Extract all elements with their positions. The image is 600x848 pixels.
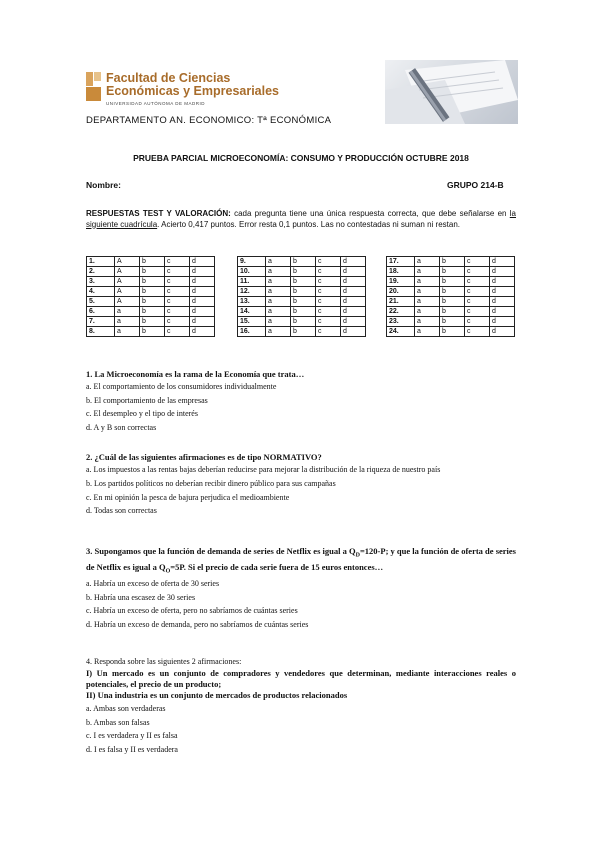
- answer-option-cell[interactable]: b: [291, 257, 316, 267]
- answer-question-number: 21.: [387, 297, 415, 307]
- logo-text: [106, 72, 279, 106]
- header-photo: [385, 60, 518, 124]
- answer-option-cell[interactable]: a: [266, 317, 291, 327]
- answer-row: [238, 267, 366, 277]
- exam-title: PRUEBA PARCIAL MICROECONOMÍA: CONSUMO Y PRODUCCIÓN OCTUBRE 2018: [133, 153, 469, 163]
- answer-option-cell[interactable]: c: [165, 317, 190, 327]
- answer-option-cell[interactable]: A: [115, 277, 140, 287]
- answer-option-cell[interactable]: b: [440, 257, 465, 267]
- answer-option-cell[interactable]: b: [140, 297, 165, 307]
- faculty-logo: [86, 72, 279, 106]
- question-1-option-a: a. El comportamiento de los consumidores individualmente: [86, 382, 277, 391]
- answer-option-cell[interactable]: b: [440, 327, 465, 337]
- answer-row: [238, 257, 366, 267]
- answer-option-cell[interactable]: d: [341, 297, 366, 307]
- answer-option-cell[interactable]: c: [165, 307, 190, 317]
- answer-row: [87, 277, 215, 287]
- answer-row: [387, 297, 515, 307]
- answer-option-cell[interactable]: a: [415, 257, 440, 267]
- question-1-option-c: c. El desempleo y el tipo de interés: [86, 409, 198, 418]
- answer-question-number: 14.: [238, 307, 266, 317]
- department-heading: DEPARTAMENTO AN. ECONOMICO: Tª ECONÓMICA: [86, 115, 332, 126]
- answer-option-cell[interactable]: c: [465, 307, 490, 317]
- answer-option-cell[interactable]: c: [165, 267, 190, 277]
- answer-question-number: 17.: [387, 257, 415, 267]
- answer-option-cell[interactable]: a: [415, 297, 440, 307]
- answer-question-number: 8.: [87, 327, 115, 337]
- question-4-option-d: d. I es falsa y II es verdadera: [86, 744, 178, 754]
- answer-question-number: 19.: [387, 277, 415, 287]
- answer-option-cell[interactable]: c: [316, 257, 341, 267]
- answer-question-number: 16.: [238, 327, 266, 337]
- answer-question-number: 5.: [87, 297, 115, 307]
- answer-option-cell[interactable]: d: [341, 257, 366, 267]
- answer-option-cell[interactable]: a: [266, 257, 291, 267]
- answer-row: [87, 307, 215, 317]
- answer-option-cell[interactable]: c: [465, 277, 490, 287]
- question-1-title: 1. La Microeconomía es la rama de la Economía que trata…: [86, 369, 305, 379]
- answer-option-cell[interactable]: c: [465, 257, 490, 267]
- answer-option-cell[interactable]: a: [415, 267, 440, 277]
- answer-option-cell[interactable]: d: [190, 267, 215, 277]
- answer-option-cell[interactable]: d: [190, 257, 215, 267]
- answer-option-cell[interactable]: b: [291, 297, 316, 307]
- question-3-option-a: a. Habría un exceso de oferta de 30 series: [86, 579, 220, 589]
- answer-option-cell[interactable]: d: [490, 297, 515, 307]
- answer-row: [387, 307, 515, 317]
- answer-option-cell[interactable]: a: [415, 307, 440, 317]
- answer-option-cell[interactable]: d: [490, 267, 515, 277]
- answer-option-cell[interactable]: d: [190, 307, 215, 317]
- question-1-option-b: b. El comportamiento de las empresas: [86, 395, 208, 405]
- answer-option-cell[interactable]: b: [440, 307, 465, 317]
- answer-option-cell[interactable]: b: [440, 297, 465, 307]
- question-3-title-part-1: 3. Supongamos que la función de demanda de series de Netflix es igual a Q: [86, 546, 356, 556]
- answer-option-cell[interactable]: d: [341, 277, 366, 287]
- answer-option-cell[interactable]: c: [316, 297, 341, 307]
- nombre-label: Nombre:: [86, 180, 121, 190]
- answer-option-cell[interactable]: a: [266, 287, 291, 297]
- answer-option-cell[interactable]: c: [165, 257, 190, 267]
- answer-row: [87, 327, 215, 337]
- answer-question-number: 15.: [238, 317, 266, 327]
- answer-option-cell[interactable]: a: [115, 327, 140, 337]
- logo-line-2: Económicas y Empresariales: [106, 84, 280, 98]
- answer-row: [87, 287, 215, 297]
- question-3-option-c: c. Habría un exceso de oferta, pero no sabríamos de cuántas series: [86, 606, 298, 616]
- answer-option-cell[interactable]: d: [341, 307, 366, 317]
- answer-option-cell[interactable]: a: [266, 307, 291, 317]
- answer-option-cell[interactable]: b: [440, 287, 465, 297]
- question-4-statement-2: II) Una industria es un conjunto de mercados de productos relacionados: [86, 690, 348, 700]
- answer-question-number: 4.: [87, 287, 115, 297]
- answer-row: [238, 307, 366, 317]
- answer-row: [387, 267, 515, 277]
- answer-option-cell[interactable]: c: [316, 317, 341, 327]
- answer-option-cell[interactable]: d: [490, 307, 515, 317]
- question-3-title-part-2: =120-P; y que la función de oferta de series de Netflix es igual a Q: [86, 546, 516, 572]
- answer-option-cell[interactable]: b: [291, 307, 316, 317]
- instructions: [86, 209, 516, 230]
- question-2: [86, 452, 516, 518]
- question-3-option-d: d. Habría un exceso de demanda, pero no sabríamos de cuántas series: [86, 619, 309, 629]
- answer-option-cell[interactable]: c: [165, 327, 190, 337]
- question-2-title: 2. ¿Cuál de las siguientes afirmaciones es de tipo NORMATIVO?: [86, 452, 322, 462]
- answer-option-cell[interactable]: c: [465, 297, 490, 307]
- answer-option-cell[interactable]: d: [490, 257, 515, 267]
- question-4-statement-1: I) Un mercado es un conjunto de compradores y vendedores que determinan, mediante interacciones reales o potenciales, el precio de un producto;: [86, 668, 516, 689]
- logo-mark-icon: [86, 72, 102, 102]
- question-2-option-d: d. Todas son correctas: [86, 506, 157, 515]
- answer-option-cell[interactable]: b: [140, 327, 165, 337]
- instructions-text-2: . Acierto 0,417 puntos. Error resta 0,1 puntos. Las no contestadas ni suman ni restan.: [157, 219, 460, 229]
- answer-option-cell[interactable]: b: [140, 267, 165, 277]
- question-3-subscript-d: D: [355, 552, 360, 559]
- pen-and-papers-icon: [385, 60, 518, 124]
- answer-option-cell[interactable]: b: [140, 287, 165, 297]
- answer-option-cell[interactable]: a: [266, 327, 291, 337]
- answer-row: [87, 267, 215, 277]
- answer-option-cell[interactable]: b: [291, 317, 316, 327]
- answer-question-number: 9.: [238, 257, 266, 267]
- answer-question-number: 2.: [87, 267, 115, 277]
- question-3-title: [86, 546, 516, 577]
- answer-row: [387, 277, 515, 287]
- answer-option-cell[interactable]: d: [341, 267, 366, 277]
- grupo-label: GRUPO 214-B: [447, 180, 504, 190]
- answer-option-cell[interactable]: c: [465, 287, 490, 297]
- answer-option-cell[interactable]: c: [316, 307, 341, 317]
- answer-grid-table-1: [86, 256, 215, 337]
- logo-line-1: Facultad de Ciencias: [106, 71, 231, 85]
- question-4-option-b: b. Ambas son falsas: [86, 717, 150, 727]
- answer-option-cell[interactable]: d: [341, 327, 366, 337]
- answer-option-cell[interactable]: A: [115, 267, 140, 277]
- answer-row: [238, 287, 366, 297]
- answer-option-cell[interactable]: a: [415, 317, 440, 327]
- answer-option-cell[interactable]: A: [115, 287, 140, 297]
- answer-option-cell[interactable]: b: [291, 327, 316, 337]
- answer-question-number: 20.: [387, 287, 415, 297]
- answer-option-cell[interactable]: a: [115, 317, 140, 327]
- answer-question-number: 7.: [87, 317, 115, 327]
- question-2-option-b: b. Los partidos políticos no deberían recibir dinero público para sus campañas: [86, 479, 336, 488]
- answer-question-number: 12.: [238, 287, 266, 297]
- question-2-option-c: c. En mi opinión la pesca de bajura perjudica el medioambiente: [86, 492, 290, 502]
- answer-row: [387, 257, 515, 267]
- answer-option-cell[interactable]: b: [291, 287, 316, 297]
- answer-option-cell[interactable]: d: [490, 317, 515, 327]
- question-4-option-a: a. Ambas son verdaderas: [86, 704, 166, 713]
- question-4: [86, 656, 516, 756]
- question-1-option-d: d. A y B son correctas: [86, 422, 157, 432]
- answer-row: [238, 317, 366, 327]
- answer-option-cell[interactable]: b: [140, 307, 165, 317]
- question-3-option-b: b. Habría una escasez de 30 series: [86, 592, 196, 602]
- answer-row: [238, 277, 366, 287]
- answer-question-number: 22.: [387, 307, 415, 317]
- answer-option-cell[interactable]: A: [115, 297, 140, 307]
- answer-option-cell[interactable]: d: [190, 287, 215, 297]
- answer-question-number: 10.: [238, 267, 266, 277]
- answer-row: [87, 317, 215, 327]
- answer-option-cell[interactable]: c: [165, 297, 190, 307]
- answer-row: [238, 297, 366, 307]
- answer-option-cell[interactable]: d: [490, 327, 515, 337]
- answer-option-cell[interactable]: a: [266, 297, 291, 307]
- answer-option-cell[interactable]: a: [415, 327, 440, 337]
- answer-option-cell[interactable]: b: [140, 257, 165, 267]
- instructions-heading: RESPUESTAS TEST Y VALORACIÓN:: [86, 209, 231, 218]
- answer-option-cell[interactable]: c: [316, 327, 341, 337]
- answer-option-cell[interactable]: b: [140, 277, 165, 287]
- answer-row: [387, 317, 515, 327]
- answer-question-number: 1.: [87, 257, 115, 267]
- answer-option-cell[interactable]: c: [465, 267, 490, 277]
- answer-option-cell[interactable]: a: [115, 307, 140, 317]
- answer-option-cell[interactable]: d: [190, 277, 215, 287]
- answer-option-cell[interactable]: b: [440, 267, 465, 277]
- answer-option-cell[interactable]: a: [415, 277, 440, 287]
- answer-option-cell[interactable]: a: [266, 277, 291, 287]
- answer-option-cell[interactable]: A: [115, 257, 140, 267]
- answer-option-cell[interactable]: b: [291, 267, 316, 277]
- instructions-text-1: cada pregunta tiene una única respuesta correcta, que debe señalarse en: [230, 209, 510, 218]
- question-3-title-part-3: =5P. Si el precio de cada serie fuera de 15 euros entonces…: [170, 561, 384, 572]
- answer-option-cell[interactable]: d: [190, 317, 215, 327]
- answer-question-number: 13.: [238, 297, 266, 307]
- answer-question-number: 11.: [238, 277, 266, 287]
- answer-option-cell[interactable]: c: [316, 267, 341, 277]
- answer-grid-table-3: [386, 256, 515, 337]
- answer-option-cell[interactable]: c: [316, 287, 341, 297]
- answer-option-cell[interactable]: c: [165, 277, 190, 287]
- question-1: [86, 369, 516, 434]
- answer-option-cell[interactable]: d: [190, 327, 215, 337]
- answer-option-cell[interactable]: d: [490, 287, 515, 297]
- answer-option-cell[interactable]: c: [165, 287, 190, 297]
- answer-row: [387, 327, 515, 337]
- answer-option-cell[interactable]: b: [440, 277, 465, 287]
- answer-question-number: 3.: [87, 277, 115, 287]
- answer-row: [87, 257, 215, 267]
- question-3: [86, 546, 516, 631]
- question-4-option-c: c. I es verdadera y II es falsa: [86, 731, 178, 740]
- answer-option-cell[interactable]: a: [415, 287, 440, 297]
- answer-option-cell[interactable]: d: [341, 287, 366, 297]
- answer-grid-table-2: [237, 256, 366, 337]
- answer-row: [387, 287, 515, 297]
- question-2-option-a: a. Los impuestos a las rentas bajas deberían reducirse para mejorar la distribución de la riqueza de nuestro país: [86, 465, 441, 474]
- question-4-title: 4. Responda sobre las siguientes 2 afirmaciones:: [86, 657, 242, 666]
- question-3-subscript-o: O: [165, 568, 171, 575]
- answer-option-cell[interactable]: c: [316, 277, 341, 287]
- instructions-underline: la siguiente cuadrícula: [86, 209, 516, 229]
- answer-option-cell[interactable]: b: [140, 317, 165, 327]
- answer-row: [238, 327, 366, 337]
- answer-option-cell[interactable]: b: [440, 317, 465, 327]
- answer-option-cell[interactable]: d: [190, 297, 215, 307]
- answer-option-cell[interactable]: d: [341, 317, 366, 327]
- answer-option-cell[interactable]: d: [490, 277, 515, 287]
- answer-option-cell[interactable]: c: [465, 317, 490, 327]
- answer-question-number: 24.: [387, 327, 415, 337]
- answer-question-number: 18.: [387, 267, 415, 277]
- answer-question-number: 6.: [87, 307, 115, 317]
- answer-option-cell[interactable]: a: [266, 267, 291, 277]
- answer-row: [87, 297, 215, 307]
- logo-line-3: UNIVERSIDAD AUTÓNOMA DE MADRID: [106, 101, 206, 106]
- answer-option-cell[interactable]: b: [291, 277, 316, 287]
- answer-question-number: 23.: [387, 317, 415, 327]
- answer-option-cell[interactable]: c: [465, 327, 490, 337]
